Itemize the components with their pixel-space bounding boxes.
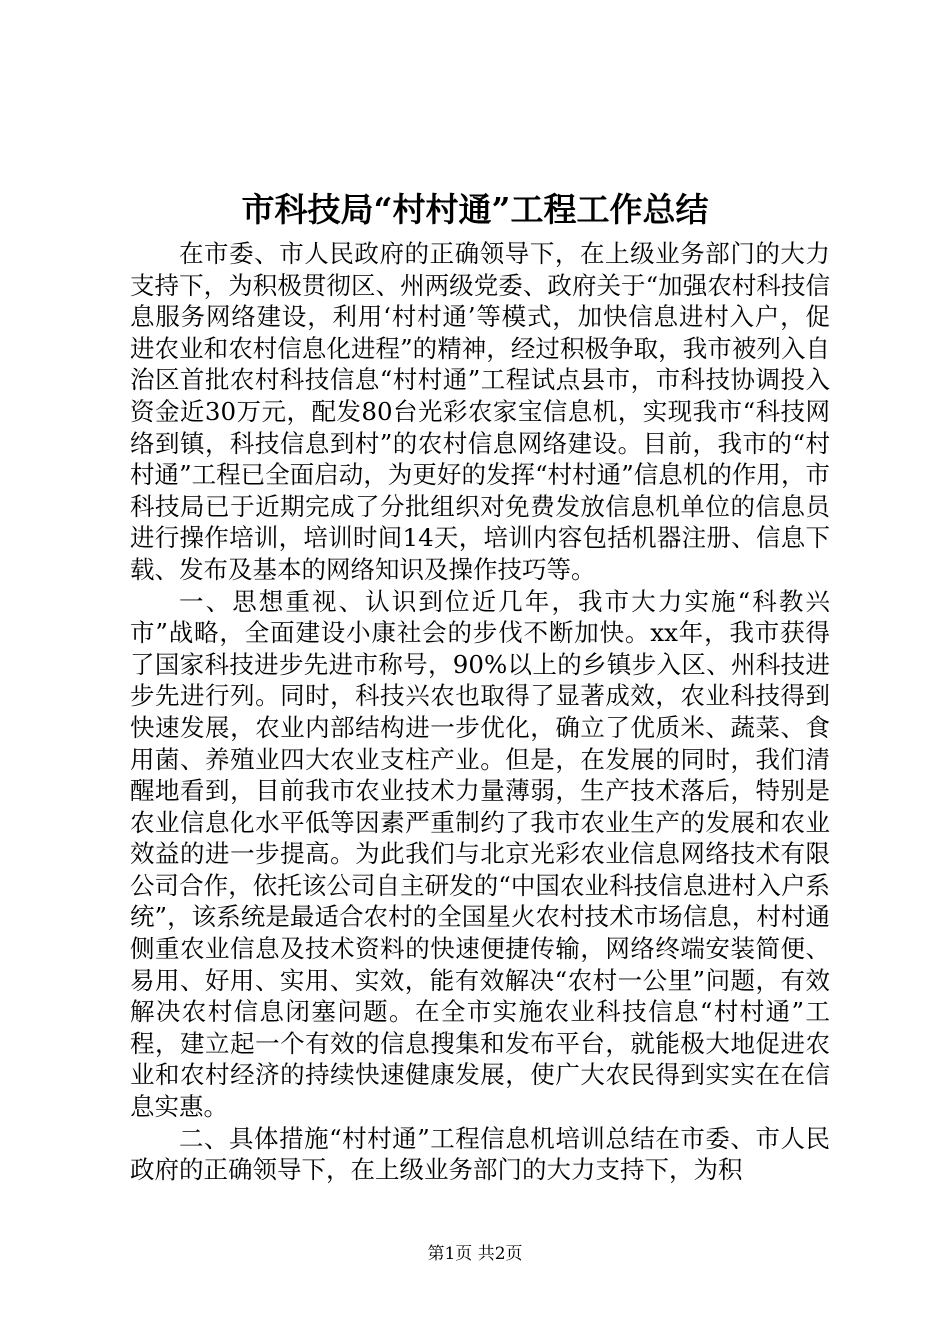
paragraph-section-one: 一、思想重视、认识到位近几年，我市大力实施“科教兴市”战略，全面建设小康社会的步伐不断加快。xx年，我市获得了国家科技进步先进市称号，90%以上的乡镇步入区、州科技进步先进行列。同时，科技兴农也取得了显著成效，农业科技得到快速发展，农业内部结构进一步优化，确立了优质米、蔬菜、食用菌、养殖业四大农业支柱产业。但是，在发展的同时，我们清醒地看到，目前我市农业技术力量薄弱，生产技术落后，特别是农业信息化水平低等因素严重制约了我市农业生产的发展和农业效益的进一步提高。为此我们与北京光彩农业信息网络技术有限公司合作，依托该公司自主研发的“中国农业科技信息进村入户系统”，该系统是最适合农村的全国星火农村技术市场信息，村村通侧重农业信息及技术资料的快速便捷传输，网络终端安装简便、易用、好用、实用、实效，能有效解决“农村一公里”问题，有效解决农村信息闭塞问题。在全市实施农业科技信息“村村通”工程，建立起一个有效的信息搜集和发布平台，就能极大地促进农业和农村经济的持续快速健康发展，使广大农民得到实实在在信息实惠。 bbox=[130, 586, 830, 1122]
page-number-footer: 第1页 共2页 bbox=[427, 1244, 523, 1264]
document-title: 市科技局“村村通”工程工作总结 bbox=[241, 190, 709, 229]
paragraph-intro: 在市委、市人民政府的正确领导下，在上级业务部门的大力支持下，为积极贯彻区、州两级党委、政府关于“加强农村科技信息服务网络建设，利用‘村村通’等模式，加快信息进村入户，促进农业和农村信息化进程”的精神，经过积极争取，我市被列入自治区首批农村科技信息“村村通”工程试点县市，市科技协调投入资金近30万元，配发80台光彩农家宝信息机，实现我市“科技网络到镇，科技信息到村”的农村信息网络建设。目前，我市的“村村通”工程已全面启动，为更好的发挥“村村通”信息机的作用，市科技局已于近期完成了分批组织对免费发放信息机单位的信息员进行操作培训，培训时间14天，培训内容包括机器注册、信息下载、发布及基本的网络知识及操作技巧等。 bbox=[130, 239, 830, 584]
document-body bbox=[130, 238, 830, 1186]
paragraph-section-two: 二、具体措施“村村通”工程信息机培训总结在市委、市人民政府的正确领导下，在上级业务部门的大力支持下，为积 bbox=[130, 1123, 830, 1185]
